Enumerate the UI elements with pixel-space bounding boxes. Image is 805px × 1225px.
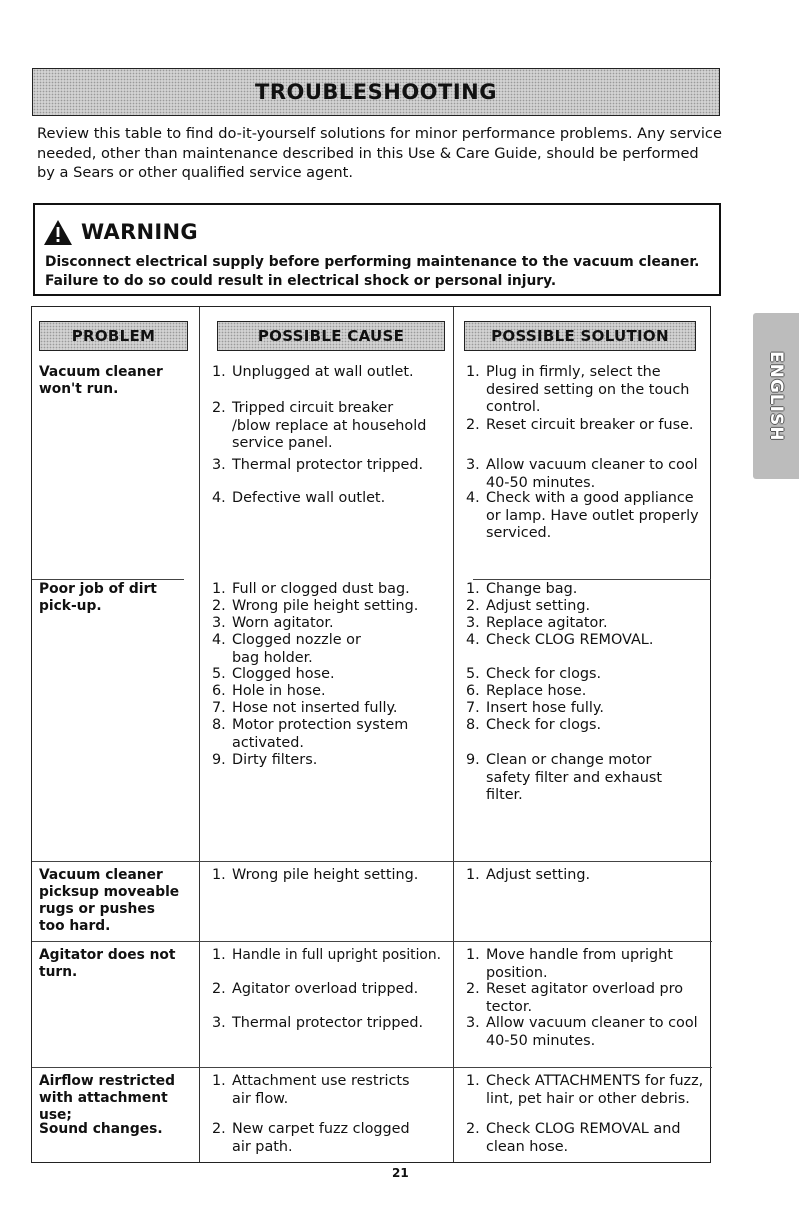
cause-text: Full or clogged dust bag. — [232, 581, 410, 597]
cause-text: Motor protection system activated. — [232, 717, 409, 751]
cause-text: Clogged hose. — [232, 666, 335, 682]
header-cause: POSSIBLE CAUSE — [217, 321, 445, 351]
solution-text: Clean or change motor safety filter and exhaust filter. — [486, 752, 662, 803]
problem-text: Sound changes. — [39, 1121, 163, 1137]
row-divider — [32, 579, 184, 580]
cause-text: New carpet fuzz clogged air path. — [232, 1121, 410, 1155]
solution-text: Change bag. — [486, 581, 578, 597]
cause-text: Wrong pile height setting. — [232, 867, 419, 883]
solution-text: Replace agitator. — [486, 615, 608, 631]
page-title: TROUBLESHOOTING — [255, 80, 497, 104]
row-divider — [32, 861, 712, 862]
warning-title: WARNING — [81, 220, 198, 244]
page-number: 21 — [392, 1166, 409, 1180]
warning-text — [45, 253, 715, 290]
solution-text: Insert hose fully. — [486, 700, 604, 716]
problem-text: Vacuum cleaner won't run. — [39, 364, 163, 397]
solution-text: Reset circuit breaker or fuse. — [486, 417, 694, 433]
solution-text: Check for clogs. — [486, 717, 602, 733]
row-divider — [32, 941, 712, 942]
cause-text: Thermal protector tripped. — [232, 1015, 424, 1031]
cause-text: Worn agitator. — [232, 615, 334, 631]
solution-text: Check for clogs. — [486, 666, 602, 682]
solution-text: Allow vacuum cleaner to cool 40-50 minutes. — [486, 457, 698, 491]
cause-text: Thermal protector tripped. — [232, 457, 424, 473]
cause-text: Tripped circuit breaker /blow replace at household service panel. — [232, 400, 427, 451]
cause-text: Dirty filters. — [232, 752, 318, 768]
solution-text: Replace hose. — [486, 683, 587, 699]
cause-text: Clogged nozzle or bag holder. — [232, 632, 361, 666]
column-divider — [199, 307, 200, 1162]
solution-text: Reset agitator overload pro tector. — [486, 981, 684, 1015]
language-tab-label: ENGLISH — [766, 350, 786, 442]
warning-line: Failure to do so could result in electrical shock or personal injury. — [45, 272, 557, 289]
cause-text: Attachment use restricts air flow. — [232, 1073, 410, 1107]
solution-text: Allow vacuum cleaner to cool 40-50 minutes. — [486, 1015, 698, 1049]
troubleshooting-table: PROBLEM POSSIBLE CAUSE POSSIBLE SOLUTION Vacuum cleaner won't run. 1. Unplugged at wall outlet. 2. Tripped circuit breaker /blow replace at household service panel. 3. Thermal protector tripped. 4. Defective wall outlet. 1. Plug in firmly, select the desired setting on the touch control. 2. Reset circuit breaker or fuse. 3. Allow vacuum cleaner to cool 40-50 minutes. 4. Check with a good appliance or lamp. Have outlet properly serviced. Poor job of dirt pick-up. 1. Full or clogged dust bag. 2. Wrong pile height setting. 3. Worn agitator. 4. Clogged nozzle or bag holder. 5. Clogged hose. 6. Hole in hose. 7. Hose not inserted fully. 8. Motor protection system activated. 9. Dirty filters. 1. Change bag. 2. Adjust setting. 3. Replace agitator. 4. Check CLOG REMOVAL. 5. Check for clogs. 6. Replace hose. 7. Insert hose fully. 8. Check for clogs. 9. Clean or change motor safety filter and exhaust filter. Vacuum cleaner picksup moveable rugs or pushes too hard. 1. Wrong pile height setting. 1. Adjust setting. Agitator does not turn. 1. Handle in full upright position. 2. Agitator overload tripped. 3. Thermal protector tripped. 1. Move handle from upright position. 2. Reset agitator overload pro tector. 3. Allow vacuum cleaner to cool 40-50 minutes. Airflow restricted with attachment use; Sound changes. 1. Attachment use restricts air flow. 2. New carpet fuzz clogged air path. 1. Check ATTACHMENTS for fuzz, lint, pet hair or other debris. 2. Check CLOG REMOVAL and clean hose. — [31, 306, 711, 1163]
problem-text: Poor job of dirt pick-up. — [39, 581, 157, 614]
row-divider — [473, 579, 711, 580]
row-divider — [32, 1067, 712, 1068]
problem-text: Vacuum cleaner picksup moveable rugs or pushes too hard. — [39, 867, 180, 934]
cause-text: Unplugged at wall outlet. — [232, 364, 414, 380]
problem-text: Agitator does not turn. — [39, 947, 176, 980]
solution-text: Move handle from upright position. — [486, 947, 673, 981]
cause-text: Defective wall outlet. — [232, 490, 386, 506]
solution-text: Adjust setting. — [486, 598, 591, 614]
solution-text: Check ATTACHMENTS for fuzz, lint, pet hair or other debris. — [486, 1073, 704, 1107]
cause-text: Agitator overload tripped. — [232, 981, 419, 997]
header-problem: PROBLEM — [39, 321, 188, 351]
solution-text: Check CLOG REMOVAL and clean hose. — [486, 1121, 681, 1155]
cause-text: Handle in full upright position. — [232, 947, 441, 963]
solution-text: Plug in firmly, select the desired setting on the touch control. — [486, 364, 690, 415]
warning-box — [33, 203, 721, 296]
language-tab — [753, 313, 799, 479]
intro-line: needed, other than maintenance described in this Use & Care Guide, should be performed — [37, 144, 699, 162]
solution-text: Adjust setting. — [486, 867, 591, 883]
title-banner — [32, 68, 720, 116]
solution-text: Check with a good appliance or lamp. Have outlet properly serviced. — [486, 490, 699, 541]
intro-paragraph — [37, 124, 737, 183]
intro-line: by a Sears or other qualified service agent. — [37, 164, 353, 181]
warning-line: Disconnect electrical supply before performing maintenance to the vacuum cleaner. — [45, 254, 700, 270]
solution-text: Check CLOG REMOVAL. — [486, 632, 654, 648]
cause-text: Hose not inserted fully. — [232, 700, 398, 716]
cause-text: Hole in hose. — [232, 683, 326, 699]
warning-triangle-icon — [43, 219, 73, 246]
cause-text: Wrong pile height setting. — [232, 598, 419, 614]
problem-text: Airflow restricted with attachment use; — [39, 1073, 175, 1123]
column-divider — [453, 307, 454, 1162]
intro-line: Review this table to find do-it-yourself solutions for minor performance problems. Any service — [37, 125, 722, 142]
header-solution: POSSIBLE SOLUTION — [464, 321, 696, 351]
